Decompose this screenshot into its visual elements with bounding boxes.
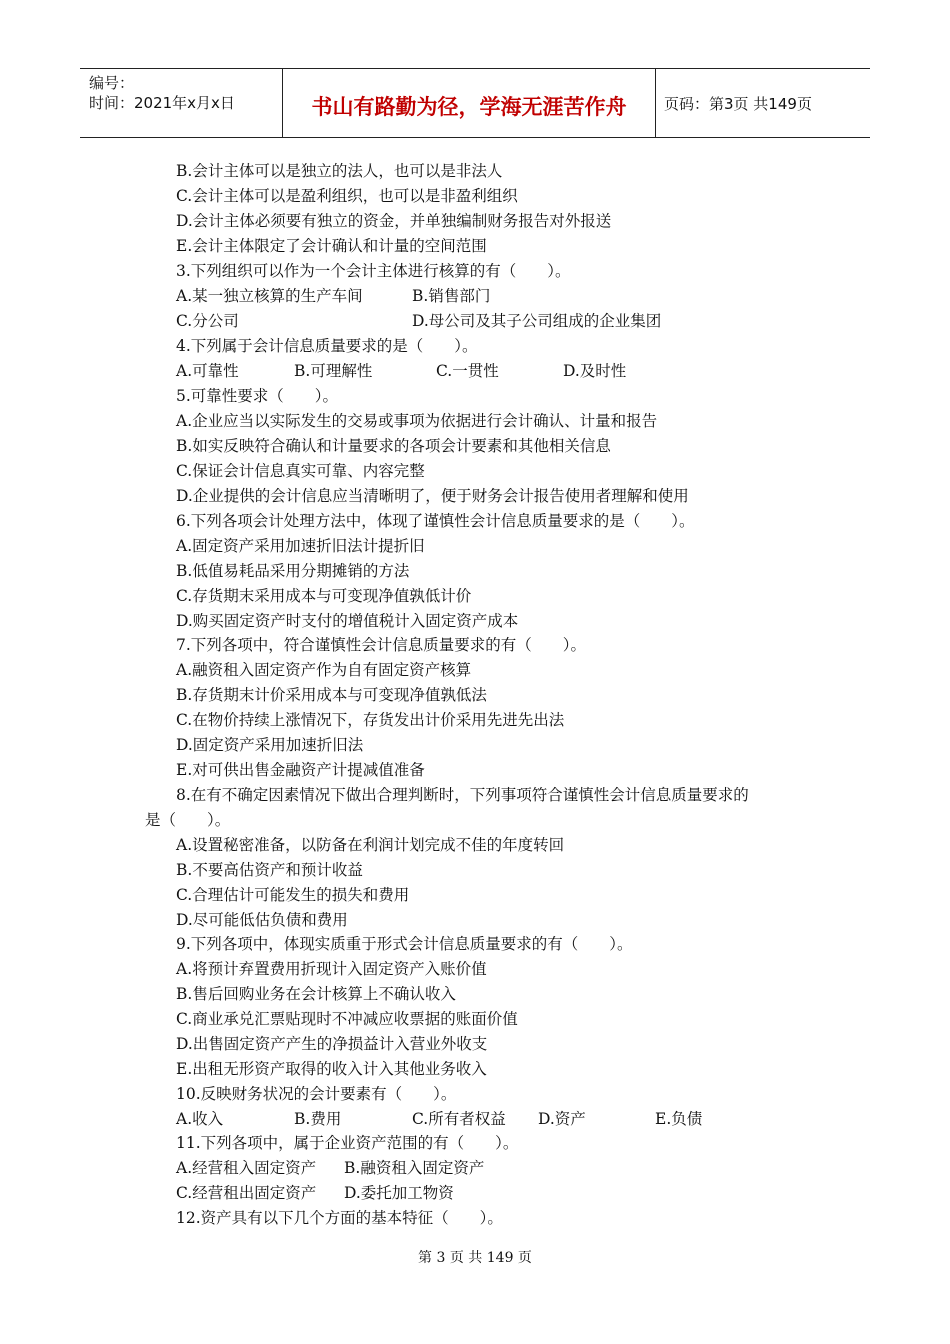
option-line: A.某一独立核算的生产车间: [176, 287, 363, 305]
option-line: C.分公司: [176, 312, 239, 330]
question-line: 5.可靠性要求（ ）。: [176, 387, 339, 405]
document-header: [80, 68, 870, 138]
text-line: D.会计主体必须要有独立的资金，并单独编制财务报告对外报送: [176, 212, 612, 230]
option-line: B.低值易耗品采用分期摊销的方法: [176, 562, 410, 580]
text-line: C.会计主体可以是盈利组织，也可以是非盈利组织: [176, 187, 518, 205]
page-footer: 第 3 页 共 149 页: [418, 1250, 532, 1266]
option-line: D.尽可能低估负债和费用: [176, 911, 348, 929]
text-line: E.会计主体限定了会计确认和计量的空间范围: [176, 237, 487, 255]
option-line: E.对可供出售金融资产计提减值准备: [176, 761, 425, 779]
option-line: C.在物价持续上涨情况下，存货发出计价采用先进先出法: [176, 711, 565, 729]
option-line: A.将预计弃置费用折现计入固定资产入账价值: [176, 960, 487, 978]
option-line: C.所有者权益: [412, 1110, 506, 1128]
header-center-cell: [282, 69, 656, 137]
question-line: 7.下列各项中，符合谨慎性会计信息质量要求的有（ ）。: [176, 636, 587, 654]
text-line: B.会计主体可以是独立的法人，也可以是非法人: [176, 162, 503, 180]
document-number-label: 编号：: [89, 74, 135, 92]
option-line: A.收入: [176, 1110, 224, 1128]
header-right-cell: [654, 69, 870, 137]
option-line: B.不要高估资产和预计收益: [176, 861, 363, 879]
option-line: A.可靠性: [176, 362, 239, 380]
option-line: D.固定资产采用加速折旧法: [176, 736, 364, 754]
option-line: D.及时性: [563, 362, 627, 380]
option-line: B.融资租入固定资产: [344, 1159, 485, 1177]
question-line: 11.下列各项中，属于企业资产范围的有（ ）。: [176, 1134, 519, 1152]
option-line: C.一贯性: [436, 362, 499, 380]
header-motto: 书山有路勤为径，学海无涯苦作舟: [311, 95, 627, 119]
option-line: A.企业应当以实际发生的交易或事项为依据进行会计确认、计量和报告: [176, 412, 658, 430]
option-line: C.存货期末采用成本与可变现净值孰低计价: [176, 587, 472, 605]
option-line: D.资产: [538, 1110, 586, 1128]
option-line: A.经营租入固定资产: [176, 1159, 317, 1177]
question-line: 4.下列属于会计信息质量要求的是（ ）。: [176, 337, 478, 355]
document-date-label: 时间：2021年x月x日: [89, 94, 235, 112]
option-line: E.负债: [655, 1110, 703, 1128]
option-line: C.保证会计信息真实可靠、内容完整: [176, 462, 425, 480]
option-line: B.费用: [294, 1110, 342, 1128]
question-line: 9.下列各项中，体现实质重于形式会计信息质量要求的有（ ）。: [176, 935, 633, 953]
option-line: E.出租无形资产取得的收入计入其他业务收入: [176, 1060, 487, 1078]
option-line: D.购买固定资产时支付的增值税计入固定资产成本: [176, 612, 519, 630]
option-line: D.出售固定资产产生的净损益计入营业外收支: [176, 1035, 488, 1053]
option-line: B.如实反映符合确认和计量要求的各项会计要素和其他相关信息: [176, 437, 611, 455]
question-line: 12.资产具有以下几个方面的基本特征（ ）。: [176, 1209, 503, 1227]
option-line: B.售后回购业务在会计核算上不确认收入: [176, 985, 456, 1003]
option-line: A.固定资产采用加速折旧法计提折旧: [176, 537, 425, 555]
option-line: D.委托加工物资: [344, 1184, 454, 1202]
question-line: 10.反映财务状况的会计要素有（ ）。: [176, 1085, 457, 1103]
question-line: 6.下列各项会计处理方法中，体现了谨慎性会计信息质量要求的是（ ）。: [176, 512, 695, 530]
question-line-continued: 是（ ）。: [145, 811, 231, 829]
option-line: B.可理解性: [294, 362, 373, 380]
option-line: C.合理估计可能发生的损失和费用: [176, 886, 410, 904]
option-line: B.销售部门: [412, 287, 491, 305]
header-page-label: 页码：第3页 共149页: [664, 95, 812, 113]
option-line: A.融资租入固定资产作为自有固定资产核算: [176, 661, 472, 679]
option-line: B.存货期末计价采用成本与可变现净值孰低法: [176, 686, 487, 704]
option-line: A.设置秘密准备，以防备在利润计划完成不佳的年度转回: [176, 836, 565, 854]
option-line: C.经营租出固定资产: [176, 1184, 317, 1202]
option-line: C.商业承兑汇票贴现时不冲减应收票据的账面价值: [176, 1010, 518, 1028]
header-left-cell: [80, 69, 282, 137]
option-line: D.母公司及其子公司组成的企业集团: [412, 312, 662, 330]
option-line: D.企业提供的会计信息应当清晰明了，便于财务会计报告使用者理解和使用: [176, 487, 689, 505]
question-line: 3.下列组织可以作为一个会计主体进行核算的有（ ）。: [176, 262, 571, 280]
question-line: 8.在有不确定因素情况下做出合理判断时，下列事项符合谨慎性会计信息质量要求的: [176, 786, 749, 804]
